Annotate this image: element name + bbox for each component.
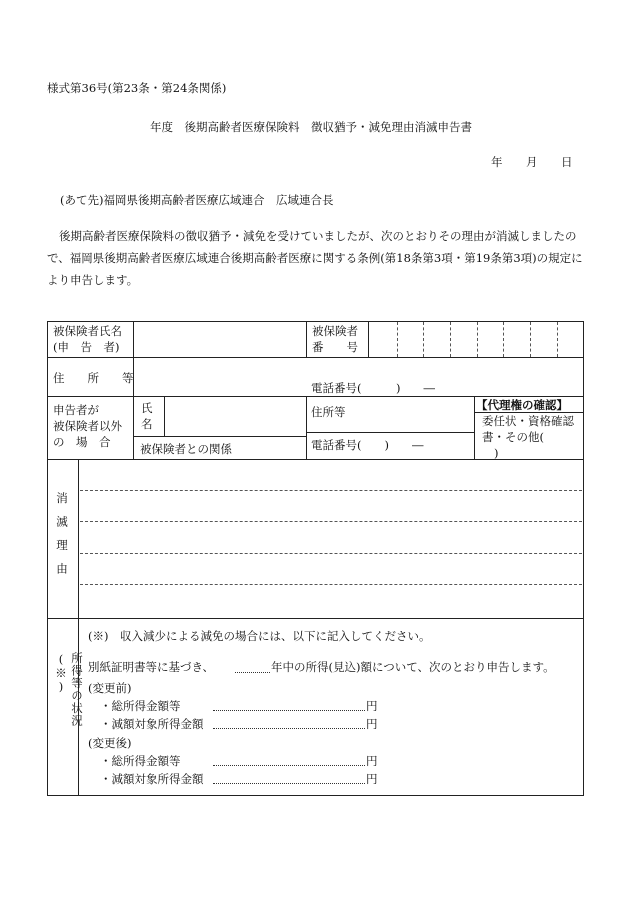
income-basis-prefix: 別紙証明書等に基づき、: [88, 660, 215, 674]
income-note: (※) 収入減少による減免の場合には、以下に記入してください。: [88, 629, 431, 643]
intro-paragraph: 後期高齢者医療保険料の徴収猶予・減免を受けていましたが、次のとおりその理由が消滅しましたので、福岡県後期高齢者医療広域連合後期高齢者医療に関する条例(第18条第3項・第19条第3項)の規定により申告します。: [47, 229, 583, 287]
year-blank[interactable]: [235, 672, 270, 673]
date-day: 日: [561, 155, 573, 169]
yen-label: 円: [366, 772, 378, 786]
insured-number-label: 被保険者 番 号: [312, 324, 358, 354]
declarant-phone-label: 電話番号( ) ―: [311, 438, 424, 452]
addressee: (あて先)福岡県後期高齢者医療広域連合 広域連合長: [60, 193, 334, 207]
proxy-title: 【代理権の確認】: [476, 398, 568, 412]
income-label: 所得等の状況(※): [54, 652, 84, 727]
relation-label: 被保険者との関係: [140, 442, 232, 456]
before-label: (変更前): [88, 681, 132, 695]
after-total-income-label: ・総所得金額等: [100, 754, 181, 768]
insured-name-label: 被保険者氏名 (申 告 者): [53, 324, 122, 354]
declarant-label: 申告者が 被保険者以外 の 場 合: [53, 403, 122, 449]
date-year: 年: [491, 155, 503, 169]
yen-label: 円: [366, 754, 378, 768]
declarant-name-label: 氏 名: [141, 401, 153, 431]
date-month: 月: [526, 155, 538, 169]
income-basis-suffix: 年中の所得(見込)額について、次のとおり申告します。: [271, 660, 555, 674]
before-reduction-income-label: ・減額対象所得金額: [100, 717, 204, 731]
after-total-income-field[interactable]: [213, 765, 365, 766]
reason-label: 消滅理由: [55, 492, 69, 586]
phone-label: 電話番号( ) ―: [311, 381, 435, 395]
before-reduction-income-field[interactable]: [213, 728, 365, 729]
address-label: 住 所 等: [53, 371, 134, 385]
declarant-address-label: 住所等: [311, 405, 346, 419]
yen-label: 円: [366, 717, 378, 731]
yen-label: 円: [366, 699, 378, 713]
after-reduction-income-label: ・減額対象所得金額: [100, 772, 204, 786]
proxy-confirmation: 委任状・資格確認 書・その他( ): [482, 414, 574, 460]
before-total-income-label: ・総所得金額等: [100, 699, 181, 713]
after-reduction-income-field[interactable]: [213, 783, 365, 784]
before-total-income-field[interactable]: [213, 710, 365, 711]
form-number: 様式第36号(第23条・第24条関係): [47, 81, 227, 95]
form-title: 年度 後期高齢者医療保険料 徴収猶予・減免理由消滅申告書: [150, 120, 472, 134]
after-label: (変更後): [88, 736, 132, 750]
